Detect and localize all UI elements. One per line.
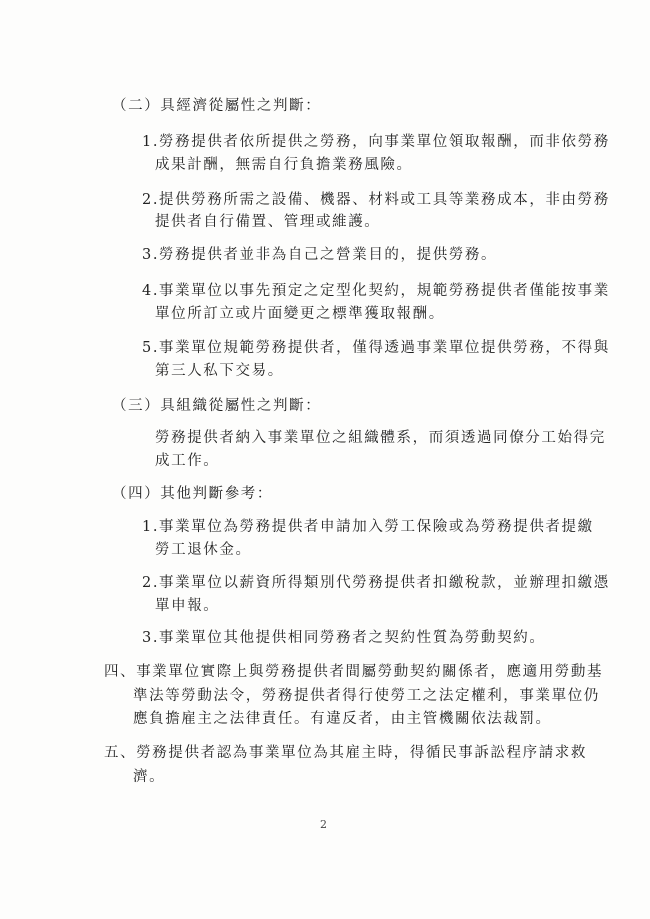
section-2-item-3-line-1: 3.勞務提供者並非為自己之營業目的，提供勞務。 (142, 247, 498, 263)
section-3-heading: （三）具組織從屬性之判斷： (112, 398, 322, 414)
section-2-item-2-line-2: 提供者自行備置、管理或維護。 (155, 214, 381, 230)
section-4-item-1-line-1: 1.事業單位為勞務提供者申請加入勞工保險或為勞務提供者提繳 (142, 519, 594, 535)
section-2-item-5-line-1: 5.事業單位規範勞務提供者，僅得透過事業單位提供勞務，不得與 (142, 340, 610, 356)
section-2-item-4-line-1: 4.事業單位以事先預定之定型化契約，規範勞務提供者僅能按事業 (142, 283, 610, 299)
point-5-line-1: 五、勞務提供者認為事業單位為其雇主時，得循民事訴訟程序請求救 (104, 745, 587, 761)
point-4-line-1: 四、事業單位實際上與勞務提供者間屬勞動契約關係者，應適用勞動基 (104, 664, 604, 680)
section-4-item-3-line-1: 3.事業單位其他提供相同勞務者之契約性質為勞動契約。 (142, 630, 546, 646)
section-2-item-1-line-1: 1.勞務提供者依所提供之勞務，向事業單位領取報酬，而非依勞務 (142, 134, 610, 150)
page-number: 2 (320, 818, 327, 831)
section-4-item-2-line-1: 2.事業單位以薪資所得類別代勞務提供者扣繳稅款，並辦理扣繳憑 (142, 575, 610, 591)
point-4-line-2: 準法等勞動法令，勞務提供者得行使勞工之法定權利，事業單位仍 (133, 688, 600, 704)
section-2-item-1-line-2: 成果計酬，無需自行負擔業務風險。 (155, 157, 413, 173)
section-4-item-2-line-2: 單申報。 (155, 598, 220, 614)
section-2-item-4-line-2: 單位所訂立或片面變更之標準獲取報酬。 (155, 306, 445, 322)
section-4-item-1-line-2: 勞工退休金。 (155, 542, 252, 558)
section-2-item-5-line-2: 第三人私下交易。 (155, 363, 284, 379)
section-3-line-2: 成工作。 (155, 453, 220, 469)
point-4-line-3: 應負擔雇主之法律責任。有違反者，由主管機關依法裁罰。 (133, 711, 552, 727)
section-4-heading: （四）其他判斷參考： (112, 486, 273, 502)
section-3-line-1: 勞務提供者納入事業單位之組織體系，而須透過同僚分工始得完 (155, 430, 606, 446)
point-5-line-2: 濟。 (133, 769, 166, 785)
section-2-heading: （二）具經濟從屬性之判斷： (112, 98, 322, 114)
section-2-item-2-line-1: 2.提供勞務所需之設備、機器、材料或工具等業務成本，非由勞務 (142, 192, 610, 208)
